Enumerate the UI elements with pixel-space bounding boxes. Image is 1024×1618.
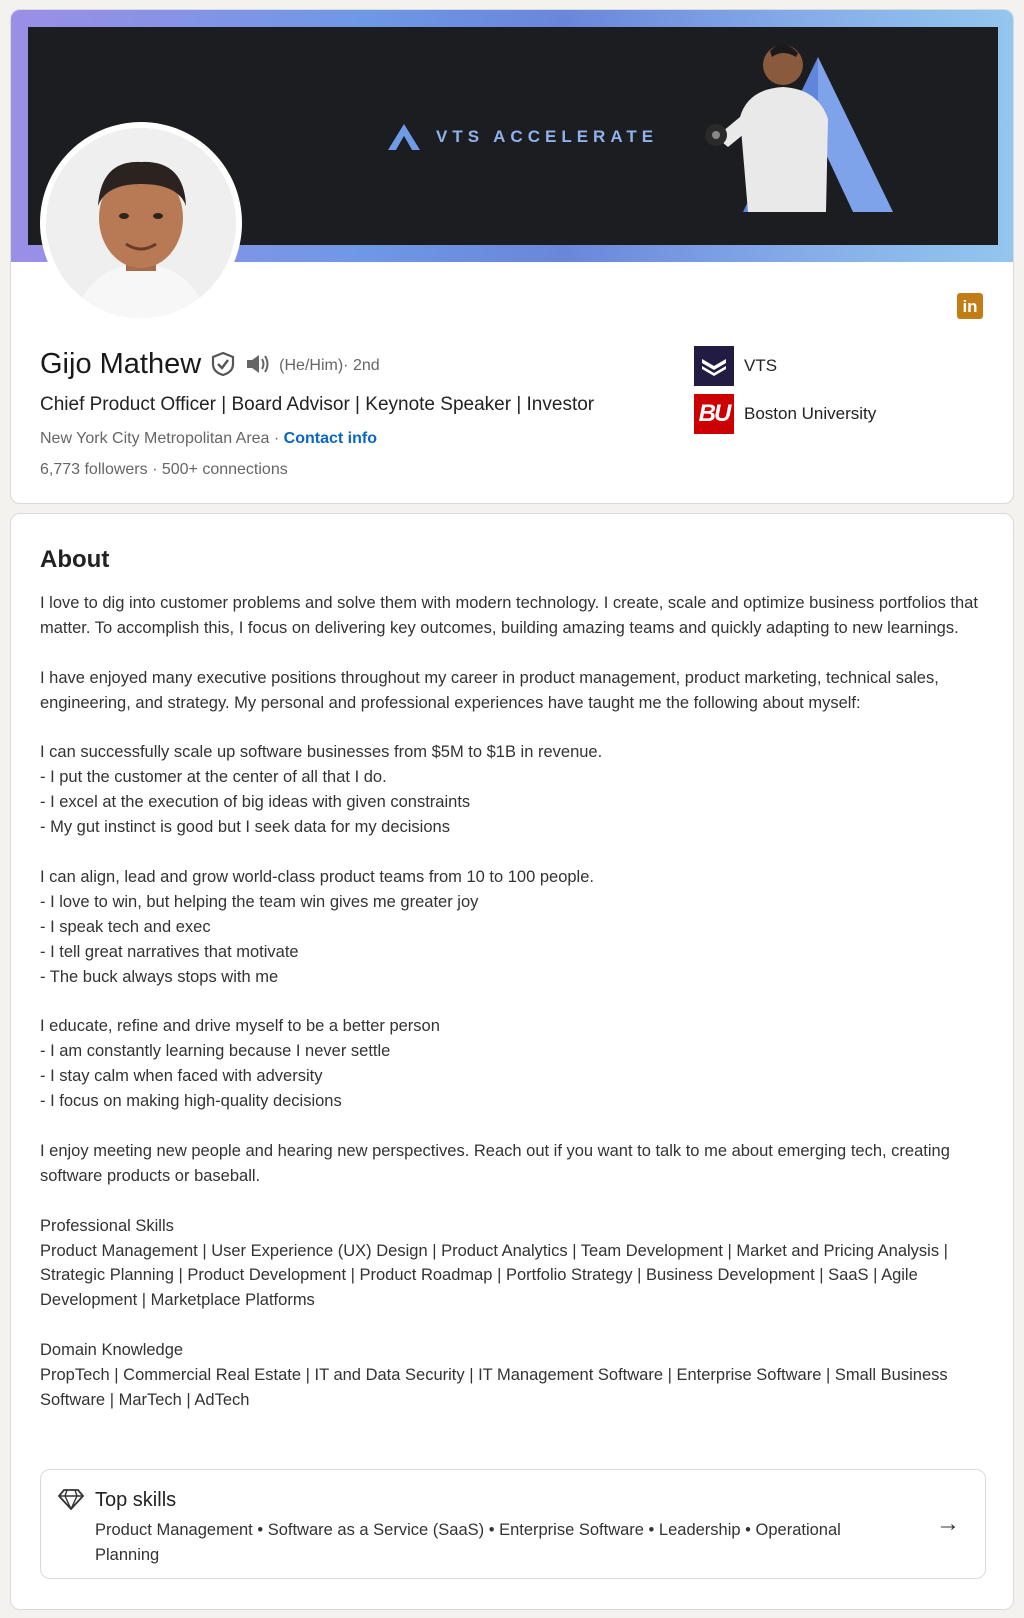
vts-logo-icon xyxy=(694,346,734,386)
about-heading: About xyxy=(40,546,110,573)
arrow-right-icon[interactable]: → xyxy=(936,1510,960,1537)
followers-count[interactable]: 6,773 followers xyxy=(40,461,148,478)
pronouns: (He/Him) xyxy=(279,357,344,374)
profile-card xyxy=(10,9,1014,504)
top-skills-card[interactable] xyxy=(40,1469,986,1579)
diamond-icon xyxy=(58,1488,84,1510)
profile-photo[interactable] xyxy=(40,122,242,324)
banner-brand-text: VTS ACCELERATE xyxy=(436,127,659,146)
top-skills-list: Product Management • Software as a Service (SaaS) • Enterprise Software • Leadership • Operational Planning xyxy=(95,1521,841,1564)
location: New York City Metropolitan Area · xyxy=(40,430,284,447)
banner-speaker-illustration-icon xyxy=(688,27,948,245)
network-stats xyxy=(40,461,288,479)
connections-count[interactable]: · 500+ connections xyxy=(152,461,288,478)
org-name: VTS xyxy=(744,356,778,375)
about-text: I love to dig into customer problems and solve them with modern technology. I create, scale and optimize business portfolios that matter. To accomplish this, I focus on delivering key outcomes, building amazing teams and quickly adapting to new learnings. I have enjoyed many executive positions throughout my career in product management, product marketing, technical sales, engineering, and strategy. My personal and professional experiences have taught me the following about myself: I can successfully scale up software businesses from $5M to $1B in revenue. - I put the customer at the center of all that I do. - I excel at the execution of big ideas with given constraints - My gut instinct is good but I seek data for my decisions I can align, lead and grow world-class product teams from 10 to 100 people. - I love to win, but helping the team win gives me greater joy - I speak tech and exec - I tell great narratives that motivate - The buck always stops with me I educate, refine and drive myself to be a better person - I am constantly learning because I never settle - I stay calm when faced with adversity - I focus on making high-quality decisions I enjoy meeting new people and hearing new perspectives. Reach out if you want to talk to me about emerging tech, creating software products or baseball. Professional Skills Product Management | User Experience (UX) Design | Product Analytics | Team Development | Market and Pricing Analysis | Strategic Planning | Product Development | Product Roadmap | Portfolio Strategy | Business Development | SaaS | Agile Development | Marketplace Platforms Domain Knowledge PropTech | Commercial Real Estate | IT and Data Security | IT Management Software | Enterprise Software | Small Business Software | MarTech | AdTech xyxy=(40,594,978,1409)
linkedin-icon[interactable]: in xyxy=(957,293,983,319)
speaker-icon[interactable] xyxy=(245,353,271,375)
connection-degree: · 2nd xyxy=(343,357,380,374)
banner-brand xyxy=(386,117,658,157)
about-card xyxy=(10,513,1014,1610)
verified-shield-icon[interactable] xyxy=(211,351,235,377)
boston-university-logo-icon: BU xyxy=(694,394,734,434)
org-item-boston-university[interactable] xyxy=(694,394,876,434)
profile-name: Gijo Mathew xyxy=(40,347,202,380)
profile-headline: Chief Product Officer | Board Advisor | Keynote Speaker | Investor xyxy=(40,394,595,415)
org-item-vts[interactable] xyxy=(694,346,777,386)
vts-accelerate-logo-icon xyxy=(386,122,422,152)
top-skills-heading: Top skills xyxy=(95,1489,177,1511)
profile-person-icon xyxy=(46,128,236,318)
name-row xyxy=(40,344,380,384)
location-row xyxy=(40,430,377,448)
contact-info-link[interactable]: Contact info xyxy=(283,430,377,447)
org-name: Boston University xyxy=(744,404,877,423)
avatar xyxy=(46,128,236,318)
